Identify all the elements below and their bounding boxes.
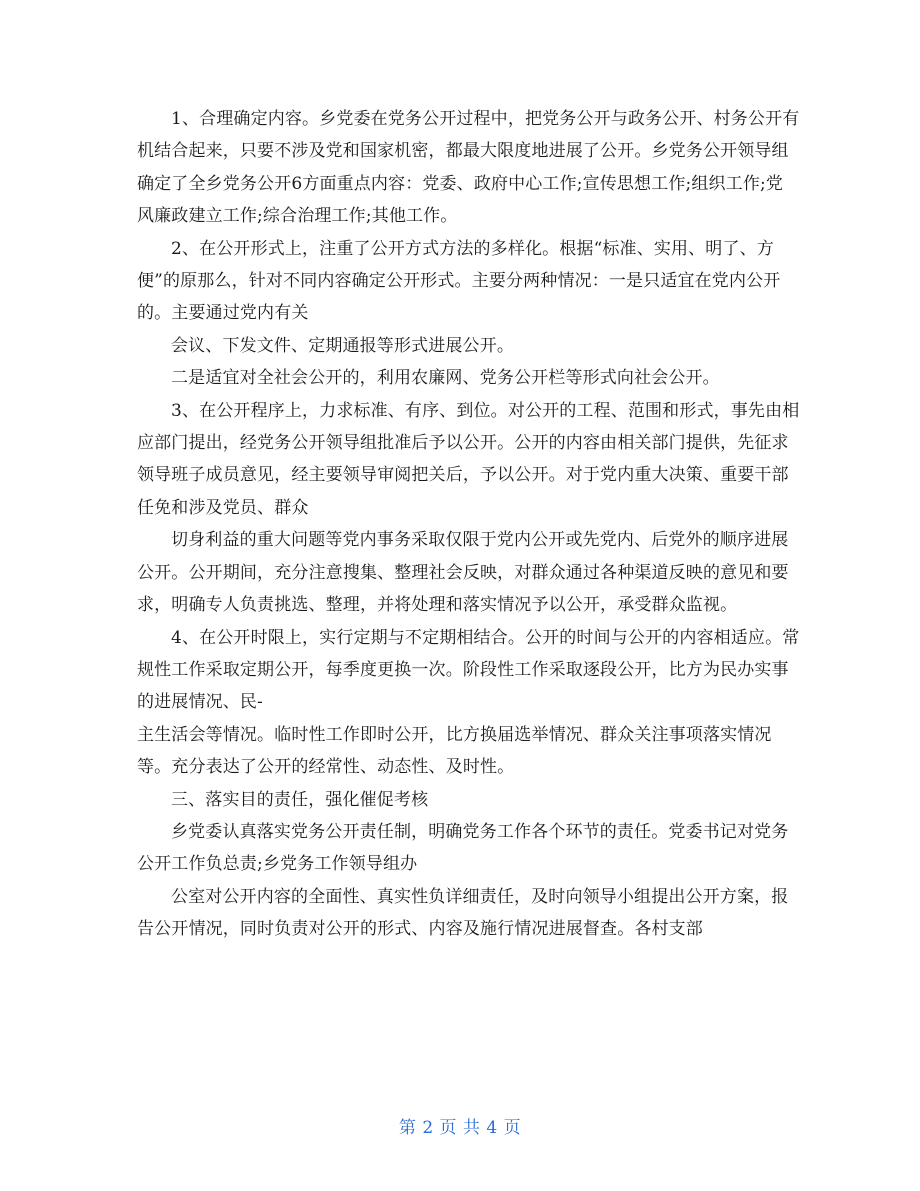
paragraph: 3、在公开程序上，力求标准、有序、到位。对公开的工程、范围和形式，事先由相应部门提出，经党务公开领导组批准后予以公开。公开的内容由相关部门提供，先征求领导班子成员意见，经主要领导审阅把关后，予以公开。对于党内重大决策、重要干部任免和涉及党员、群众 [137,400,800,518]
paragraph: 会议、下发文件、定期通报等形式进展公开。 [171,335,514,356]
document-body [137,103,800,946]
paragraph: 主生活会等情况。临时性工作即时公开，比方换届选举情况、群众关注事项落实情况等。充分表达了公开的经常性、动态性、及时性。 [137,724,772,778]
paragraph: 2、在公开形式上，注重了公开方式方法的多样化。根据“标准、实用、明了、方便”的原那么，针对不同内容确定公开形式。主要分两种情况：一是只适宜在党内公开的。主要通过党内有关 [137,238,781,324]
paragraph: 乡党委认真落实党务公开责任制，明确党务工作各个环节的责任。党委书记对党务公开工作负总责;乡党务工作领导组办 [137,821,789,875]
paragraph: 4、在公开时限上，实行定期与不定期相结合。公开的时间与公开的内容相适应。常规性工作采取定期公开，每季度更换一次。阶段性工作采取逐段公开，比方为民办实事的进展情况、民- [137,627,800,713]
paragraph: 1、合理确定内容。乡党委在党务公开过程中，把党务公开与政务公开、村务公开有机结合起来，只要不涉及党和国家机密，都最大限度地进展了公开。乡党务公开领导组确定了全乡党务公开6方面重点内容：党委、政府中心工作;宣传思想工作;组织工作;党风廉政建立工作;综合治理工作;其他工作。 [137,109,800,227]
paragraph: 公室对公开内容的全面性、真实性负详细责任，及时向领导小组提出公开方案，报告公开情况，同时负责对公开的形式、内容及施行情况进展督查。各村支部 [137,886,789,940]
section-heading: 三、落实目的责任，强化催促考核 [171,789,429,810]
page-number-footer: 第 2 页 共 4 页 [398,1118,522,1138]
paragraph: 切身利益的重大问题等党内事务采取仅限于党内公开或先党内、后党外的顺序进展公开。公开期间，充分注意搜集、整理社会反映，对群众通过各种渠道反映的意见和要求，明确专人负责挑选、整理，并将处理和落实情况予以公开，承受群众监视。 [137,530,789,616]
paragraph: 二是适宜对全社会公开的，利用农廉网、党务公开栏等形式向社会公开。 [171,368,720,389]
